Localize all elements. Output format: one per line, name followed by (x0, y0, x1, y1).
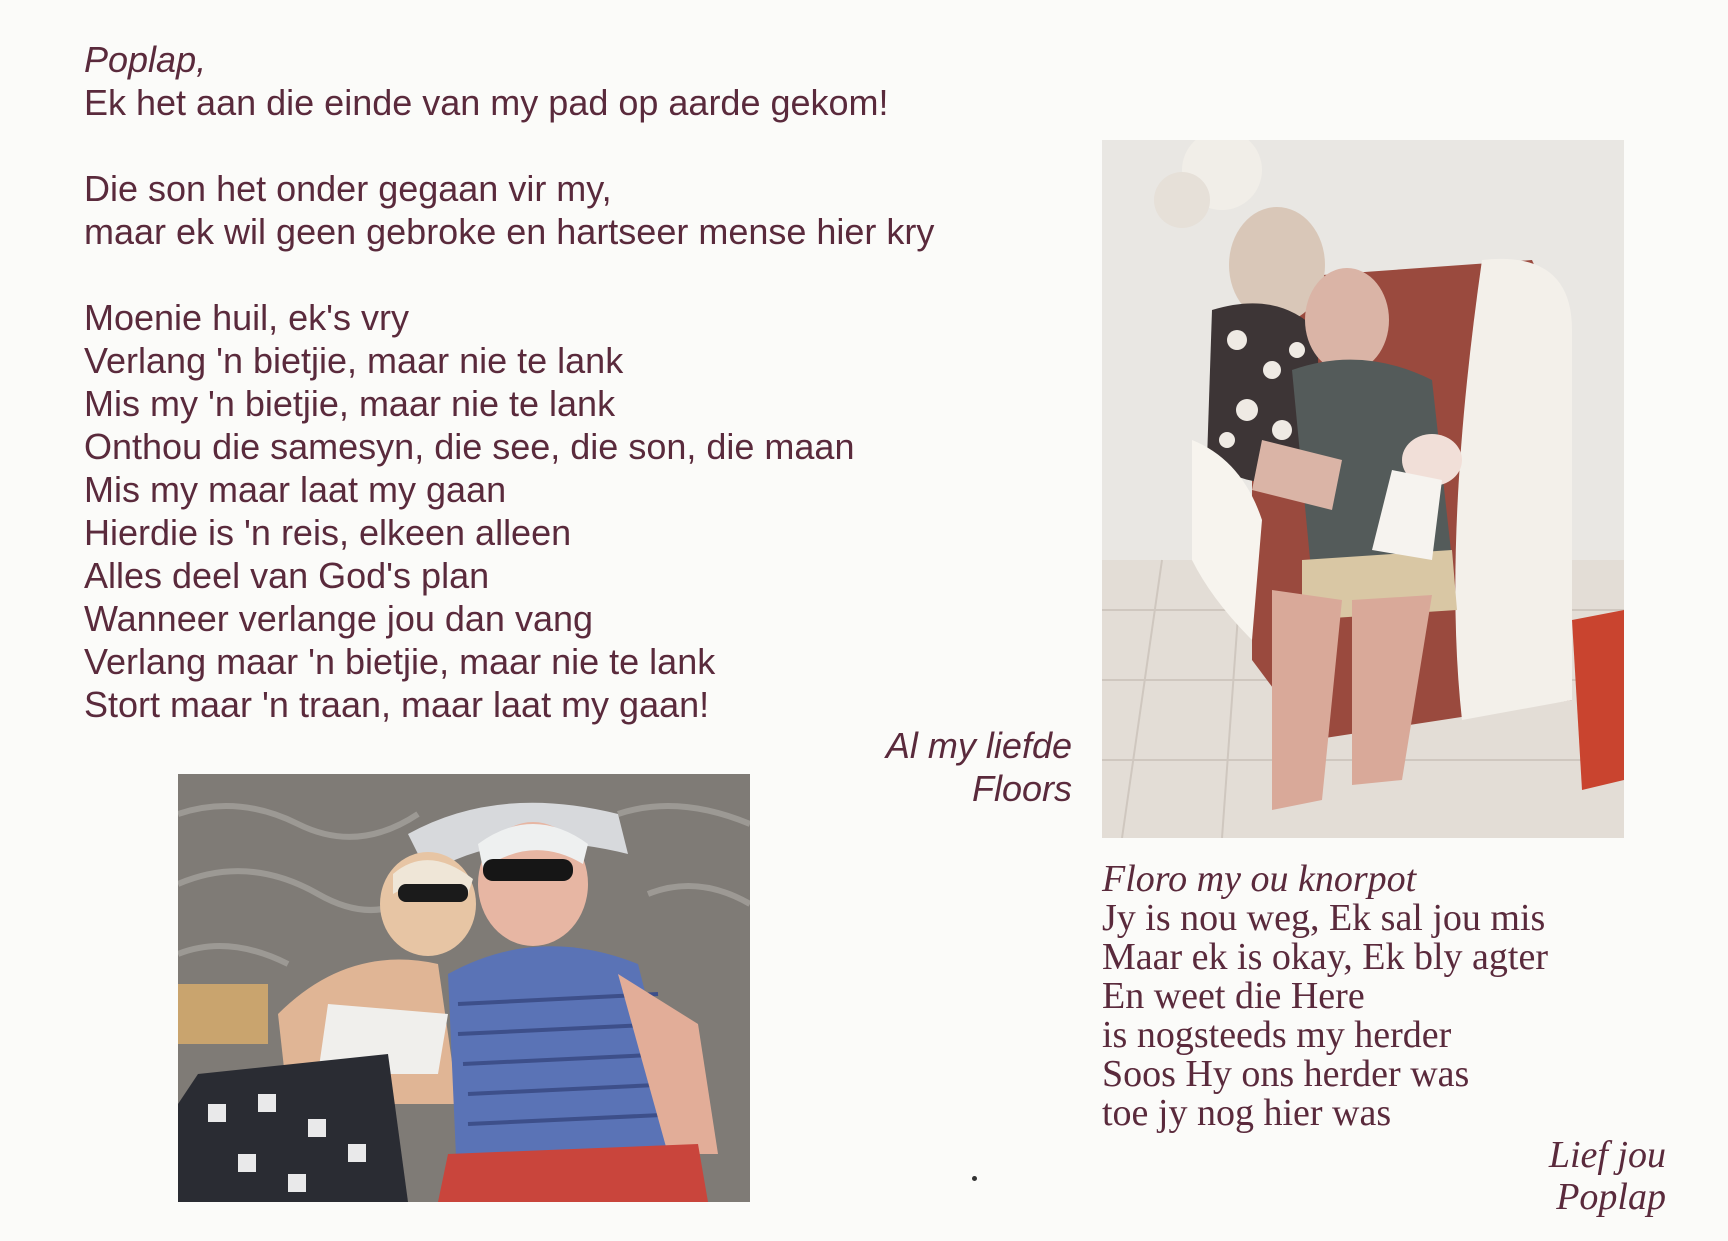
letter-signature: Floors (971, 768, 1072, 809)
reply-poem (1102, 860, 1702, 1133)
stanza-gap (84, 253, 1084, 296)
reply-closing: Lief jou (1548, 1134, 1666, 1176)
reply-signature: Poplap (1556, 1176, 1666, 1218)
letter-line: Wanneer verlange jou dan vang (84, 598, 594, 639)
letter-signoff (760, 724, 1072, 810)
reply-line: Maar ek is okay, Ek bly agter (1102, 936, 1548, 978)
letter-line: maar ek wil geen gebroke en hartseer mense hier kry (84, 211, 935, 252)
letter-poem (84, 38, 1084, 726)
letter-line: Mis my 'n bietjie, maar nie te lank (84, 383, 616, 424)
letter-line: Verlang maar 'n bietjie, maar nie te lank (84, 641, 716, 682)
letter-line: Moenie huil, ek's vry (84, 297, 410, 338)
letter-closing: Al my liefde (885, 725, 1072, 766)
reply-line: toe jy nog hier was (1102, 1092, 1392, 1134)
photo-grandparents-with-baby (1102, 140, 1624, 838)
reply-line: Jy is nou weg, Ek sal jou mis (1102, 897, 1546, 939)
letter-salutation: Poplap, (84, 39, 207, 80)
reply-line: Soos Hy ons herder was (1102, 1053, 1470, 1095)
letter-line: Stort maar 'n traan, maar laat my gaan! (84, 684, 710, 725)
letter-line: Ek het aan die einde van my pad op aarde gekom! (84, 82, 889, 123)
stanza-gap (84, 124, 1084, 167)
reply-line: is nogsteeds my herder (1102, 1014, 1452, 1056)
reply-signoff (1380, 1134, 1666, 1218)
letter-line: Alles deel van God's plan (84, 555, 490, 596)
photo-couple-on-boat (178, 774, 750, 1202)
letter-line: Verlang 'n bietjie, maar nie te lank (84, 340, 624, 381)
letter-line: Hierdie is 'n reis, elkeen alleen (84, 512, 572, 553)
letter-line: Mis my maar laat my gaan (84, 469, 507, 510)
scan-speck (972, 1176, 977, 1181)
reply-line: En weet die Here (1102, 975, 1365, 1017)
reply-title: Floro my ou knorpot (1102, 858, 1417, 900)
letter-line: Onthou die samesyn, die see, die son, die maan (84, 426, 855, 467)
letter-line: Die son het onder gegaan vir my, (84, 168, 612, 209)
